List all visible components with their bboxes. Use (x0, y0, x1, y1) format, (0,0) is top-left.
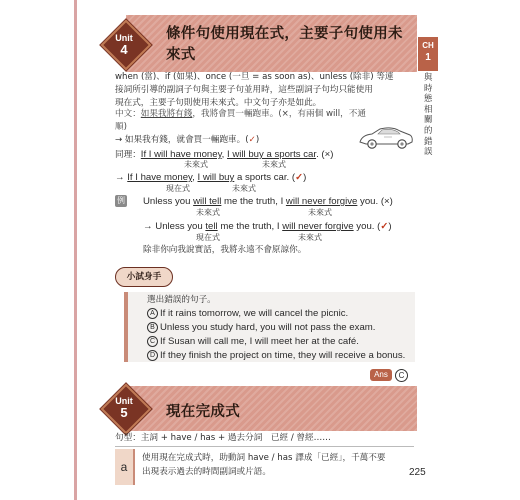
intro-line3: 現在式，主要子句則使用未來式。中文句子亦是如此。 (115, 98, 322, 108)
note-line1: 使用現在完成式時，助動詞 have / has 譯成「已經」，千萬不要 (142, 453, 386, 463)
chinese-example-line2: 順) (115, 122, 127, 132)
option-letter: A (147, 308, 158, 319)
tense-label: 未來式 (308, 208, 332, 217)
tense-label: 現在式 (196, 233, 220, 242)
fix-truth-sentence: → Unless you tell me the truth, I will never forgive you. (✓) (143, 221, 392, 232)
unit5-pattern: 句型：主詞 + have / has + 過去分詞 已經 / 曾經…… (115, 433, 331, 443)
intro-line2: 接詞所引導的副詞子句與主要子句並用時，這些副詞子句均只能使用 (115, 85, 373, 95)
practice-option: A If it rains tomorrow, we will cancel the picnic. (147, 308, 348, 320)
unit5-title: 現在完成式 (166, 404, 240, 420)
note-line2: 出現表示過去的時間副詞或片語。 (142, 467, 271, 477)
chapter-title: 與時態相關的錯誤 (424, 72, 433, 157)
chinese-example-fix: → 如果我有錢，就會買一輛跑車。(✓) (115, 135, 260, 145)
tense-label: 未來式 (196, 208, 220, 217)
unit5-badge: Unit 5 (115, 396, 133, 420)
divider (115, 446, 414, 447)
tense-label: 未來式 (298, 233, 322, 242)
note-badge: a (115, 449, 133, 485)
note-accent-line (133, 449, 135, 485)
practice-instruction: 選出錯誤的句子。 (147, 295, 216, 305)
example-badge: 例 (117, 196, 125, 205)
tense-label: 未來式 (184, 160, 208, 169)
tense-label: 未來式 (232, 184, 256, 193)
practice-option: B Unless you study hard, you will not pass the exam. (147, 322, 375, 334)
page-number: 225 (409, 467, 426, 478)
chapter-label: CH (422, 41, 434, 50)
option-letter: B (147, 322, 158, 333)
tense-label: 現在式 (166, 184, 190, 193)
option-letter: C (147, 336, 158, 347)
chapter-tab (418, 37, 438, 71)
page-margin-line (74, 0, 77, 500)
tense-label: 未來式 (262, 160, 286, 169)
translation-text: 除非你向我說實話，我將永遠不會原諒你。 (143, 245, 307, 255)
example-sentence: Unless you will tell me the truth, I will never forgive you. (×) (143, 196, 393, 207)
fix-money-sentence: → If I have money, I will buy a sports car. (✓) (115, 172, 307, 183)
option-letter: D (147, 350, 158, 361)
chapter-number: 1 (425, 52, 431, 63)
unit4-title-line2: 來式 (166, 47, 196, 63)
same-reason-sentence: 同理：If I will have money, I will buy a sports car. (×) (115, 149, 334, 160)
answer-badge: Ans (370, 369, 392, 381)
practice-box (124, 292, 415, 362)
practice-option: C If Susan will call me, I will meet her at the café. (147, 336, 359, 348)
chinese-example-line1: 中文：如果我將有錢，我將會買一輛跑車。(×，有兩個 will，不通 (115, 109, 366, 119)
unit4-title-line1: 條件句使用現在式，主要子句使用未 (166, 26, 403, 42)
intro-line1: when (當)、if (如果)、once (一旦 = as soon as)、unless (除非) 等連 (115, 72, 394, 82)
practice-tag: 小試身手 (115, 267, 173, 287)
unit4-badge: Unit 4 (115, 33, 133, 57)
answer-value: C (395, 369, 408, 382)
practice-option: D If they finish the project on time, they will receive a bonus. (147, 350, 405, 362)
